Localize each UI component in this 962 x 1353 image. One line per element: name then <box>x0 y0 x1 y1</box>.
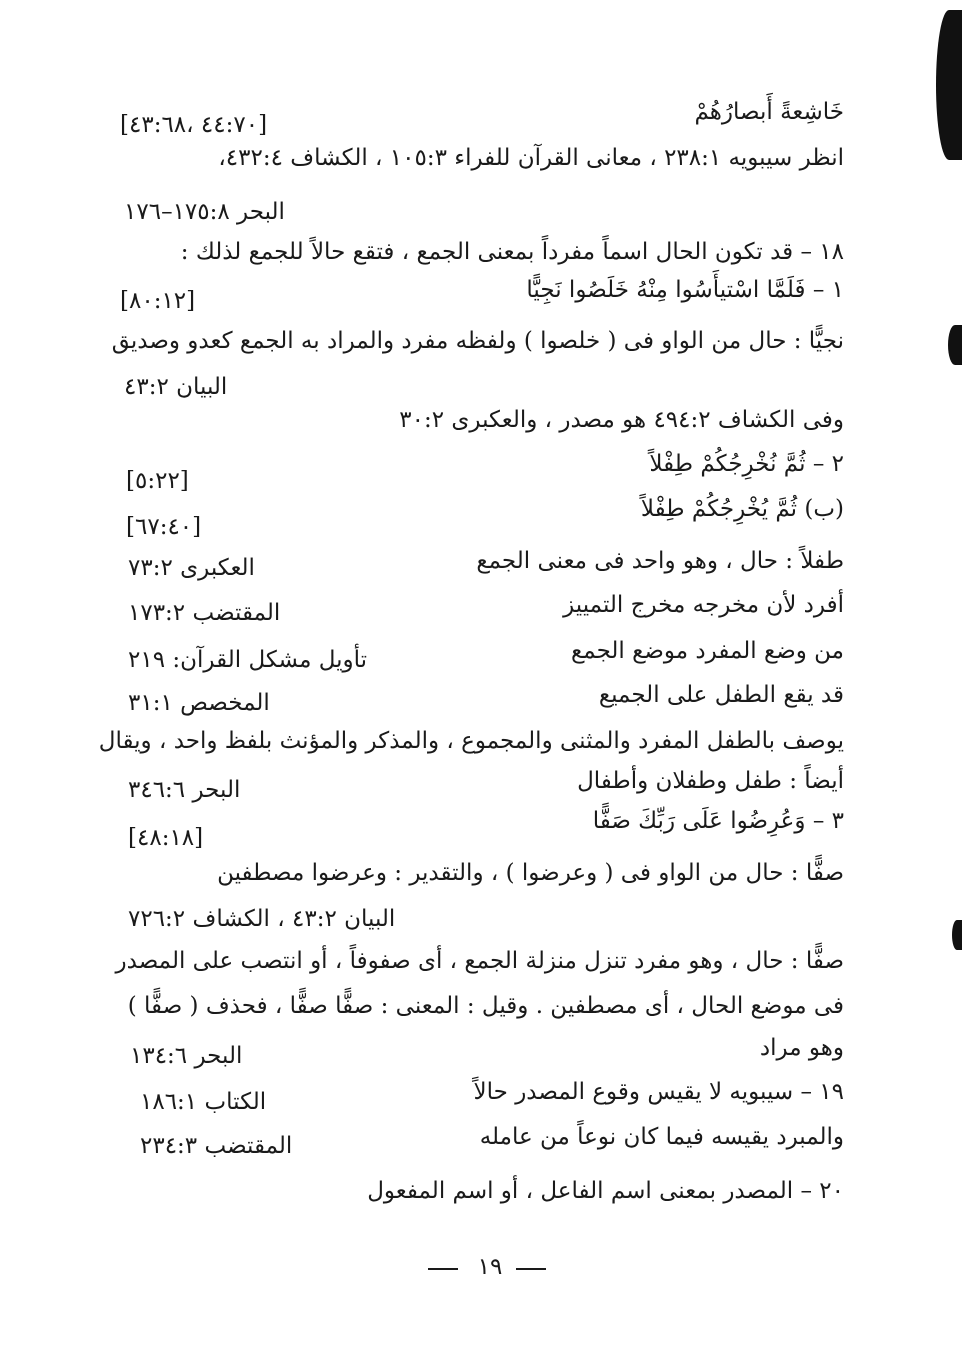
text-line-21: فى موضع الحال ، أى مصطفين . وقيل : المعنى : صفًّا صفًّا ، فحذف ( صفًّا ) <box>127 993 844 1019</box>
text-line-8: وفى الكشاف ٤٩٤:٢ هو مصدر ، والعكبرى ٣٠:٢ <box>399 407 844 433</box>
citation-10: [٦٧:٤٠] <box>126 514 202 540</box>
citation-19: البيان ٤٣:٢ ، الكشاف ٧٢٦:٢ <box>128 906 396 932</box>
citation-22: البحر ١٣٤:٦ <box>130 1043 243 1069</box>
text-line-16: أيضاً : طفل وطفلان وأطفال <box>577 768 844 794</box>
scan-edge-shadow-low <box>952 920 962 950</box>
page-number-dash-left <box>428 1268 458 1270</box>
citation-1: [٤٤:٧٠ ،٤٣:٦٨] <box>120 112 268 138</box>
text-line-23: ١٩ – سيبويه لا يقيس وقوع المصدر حالاً <box>473 1079 844 1105</box>
page-number: ١٩ <box>477 1254 503 1280</box>
citation-9: [٥:٢٢] <box>126 468 189 494</box>
text-line-12: أفرد لأن مخرجه مخرج التمييز <box>563 592 844 618</box>
citation-14: المخصص ٣١:١ <box>128 690 270 716</box>
text-line-10: (ب) ثُمَّ يُخْرِجُكُمْ طِفْلاً <box>640 496 844 522</box>
scan-edge-shadow-mid <box>948 325 962 365</box>
citation-11: العكبرى ٧٣:٢ <box>128 555 255 581</box>
text-line-15: يوصف بالطفل المفرد والمثنى والمجموع ، والمذكر والمؤنث بلفظ واحد ، ويقال <box>98 728 844 754</box>
text-line-17: ٣ – وَعُرِضُوا عَلَى رَبِّكَ صَفًّا <box>592 808 844 834</box>
citation-13: تأويل مشكل القرآن: ٢١٩ <box>128 647 368 673</box>
text-line-5: ١ – فَلَمَّا اسْتيأَسُوا مِنْهُ خَلَصُوا نَجِيًّا <box>526 277 844 303</box>
text-line-13: من وضع المفرد موضع الجمع <box>571 638 844 664</box>
citation-7: البيان ٤٣:٢ <box>124 374 228 400</box>
citation-24: المقتضب ٢٣٤:٣ <box>140 1133 293 1159</box>
text-line-24: والمبرد يقيسه فيما كان نوعاً من عامله <box>479 1124 844 1150</box>
citation-23: الكتاب ١٨٦:١ <box>140 1089 267 1115</box>
text-line-9: ٢ – ثُمَّ نُخْرِجُكُمْ طِفْلاً <box>649 451 844 477</box>
text-line-14: قد يقع الطفل على الجميع <box>598 682 844 708</box>
citation-12: المقتضب ١٧٣:٢ <box>128 600 281 626</box>
text-line-6: نجيًّا : حال من الواو فى ( خلصوا ) ولفظه مفرد والمراد به الجمع كعدو وصديق <box>111 328 844 354</box>
page-number-dash-right <box>516 1268 546 1270</box>
text-line-18: صفًّا : حال من الواو فى ( وعرضوا ) ، والتقدير : وعرضوا مصطفين <box>217 860 844 886</box>
text-line-11: طفلاً : حال ، وهو واحد فى معنى الجمع <box>476 548 844 574</box>
citation-16: البحر ٣٤٦:٦ <box>128 777 241 803</box>
scan-edge-shadow-top <box>936 10 962 160</box>
text-line-4: ١٨ – قد تكون الحال اسماً مفرداً بمعنى الجمع ، فتقع حالاً للجمع لذلك : <box>180 239 844 265</box>
text-line-25: ٢٠ – المصدر بمعنى اسم الفاعل ، أو اسم المفعول <box>367 1178 844 1204</box>
text-line-20: صفًّا : حال ، وهو مفرد تنزل منزلة الجمع ، أى صفوفاً ، أو انتصب على المصدر <box>115 948 844 974</box>
citation-17: [٤٨:١٨] <box>128 825 204 851</box>
text-line-1: خَاشِعةً أَبصارُهُمْ <box>694 99 844 125</box>
text-line-22: وهو مراد <box>759 1035 844 1061</box>
citation-5: [٨٠:١٢] <box>120 288 196 314</box>
text-line-2: انظر سيبويه ٢٣٨:١ ، معانى القرآن للفراء ١٠٥:٣ ، الكشاف ٤٣٢:٤، <box>218 145 844 171</box>
citation-2: البحر ١٧٥:٨–١٧٦ <box>124 199 285 225</box>
